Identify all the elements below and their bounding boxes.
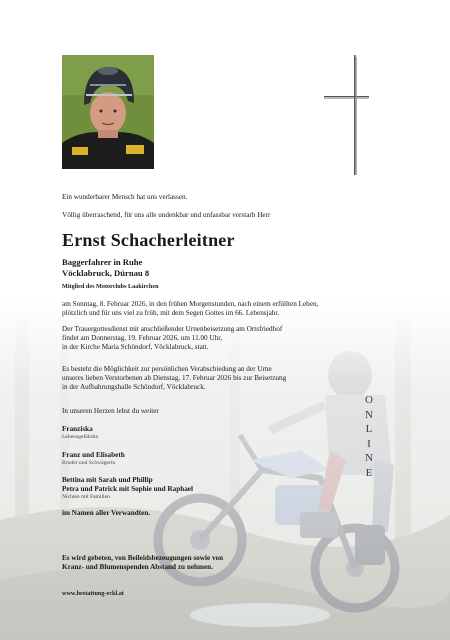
deceased-name: Ernst Schacherleitner: [62, 230, 235, 250]
mourner-name: Franziska: [62, 425, 93, 433]
relatives-line: im Namen aller Verwandten.: [62, 509, 151, 517]
mourner-relation: Nichten mit Familien: [62, 494, 110, 500]
deceased-details: [62, 257, 149, 279]
residence: Vöcklabruck, Dürnau 8: [62, 268, 150, 278]
farewell-paragraph: Es besteht die Möglichkeit zur persönlichen Verabschiedung an der Urne unseres lieben Verstorbenen ab Dienstag, 17. Februar 2026 bis zur Beisetzung in der Aufbahrungshalle Schöndorf, Vöcklabruck.: [62, 365, 287, 391]
website-link[interactable]: www.bestattung-eckl.at: [62, 590, 124, 597]
closing-request: Es wird gebeten, von Beileidsbezeugungen sowie von Kranz- und Blumenspenden Abstand zu nehmen.: [62, 554, 224, 571]
intro-line-1: Ein wunderbarer Mensch hat uns verlassen.: [62, 193, 188, 201]
mourner-name: Bettina mit Sarah und Phillip: [62, 476, 153, 484]
watermark-letter: N: [365, 452, 373, 464]
watermark-letter: E: [365, 466, 373, 479]
death-paragraph: am Sonntag, 8. Februar 2026, in den frühen Morgenstunden, nach einem erfüllten Leben, plötzlich und für uns viel zu früh, mit dem Segen Gottes im 66. Lebensjahr.: [62, 300, 319, 317]
service-paragraph: Der Trauergottesdienst mit anschließender Urnenbeisetzung am Ortsfriedhof findet am Donnerstag, 19. Februar 2026, um 11.00 Uhr, in der Kirche Maria Schöndorf, Vöcklabruck, statt.: [62, 325, 283, 351]
watermark-letter: I: [367, 437, 371, 450]
intro-line-2: Völlig überraschend, für uns alle undenkbar und unfassbar verstarb Herr: [62, 211, 271, 219]
online-watermark: [363, 393, 375, 480]
cross-icon: [320, 55, 370, 175]
watermark-letter: N: [365, 408, 373, 421]
mourner-relation: Lebensgefährtin: [62, 434, 99, 440]
portrait-photo: [62, 55, 154, 169]
watermark-letter: O: [365, 394, 373, 406]
mourner-relation: Bruder und Schwägerin: [62, 460, 116, 466]
watermark-letter: L: [365, 423, 373, 435]
occupation: Baggerfahrer in Ruhe: [62, 257, 143, 267]
mourner-name: Franz und Elisabeth: [62, 451, 125, 459]
hearts-line: In unseren Herzen lebst du weiter: [62, 407, 159, 415]
mourner-name: Petra und Patrick mit Sophie und Raphael: [62, 485, 193, 493]
membership: Mitglied des Motorclubs Laakirchen: [62, 283, 159, 290]
